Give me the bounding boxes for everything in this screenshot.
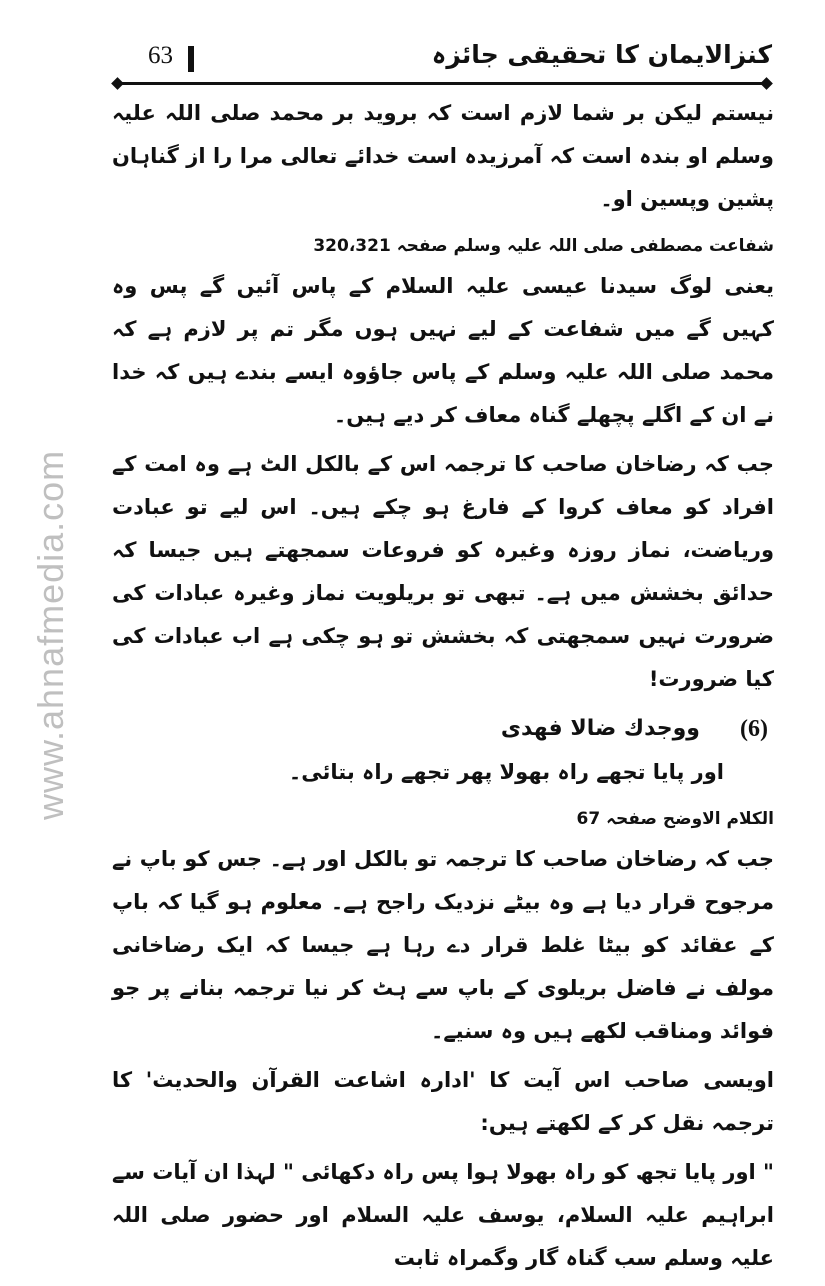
verse-translation: اور پایا تجھے راہ بھولا پھر تجھے راہ بتائی۔ (288, 760, 724, 784)
page-header (112, 40, 772, 80)
page-body (112, 92, 774, 1286)
commentary-paragraph: اویسی صاحب اس آیت کا 'ادارہ اشاعت القرآن والحدیث' کا ترجمہ نقل کر کے لکھتے ہیں: (112, 1068, 774, 1135)
commentary-paragraph: جب کہ رضاخان صاحب کا ترجمہ تو بالکل اور ہے۔ جس کو باپ نے مرجوح قرار دیا ہے وہ بیٹے نزدیک راجح ہے۔ معلوم ہو گیا کہ باپ کے عقائد کو بیٹا غلط قرار دے رہا ہے جیسا کہ ایک رضاخانی مولف نے فاضل بریلوی کے باپ سے ہٹ کر نیا ترجمہ بنانے پر جو فوائد ومناقب لکھے ہیں وہ سنیے۔ (112, 847, 774, 1043)
verse-row (112, 707, 774, 751)
persian-quote-paragraph: نیستم لیکن بر شما لازم است کہ بروید بر محمد صلی اللہ علیہ وسلم او بندہ است کہ آمرزیدہ است خدائے تعالی مرا را از گناہان پشین وپسین او۔ (112, 101, 774, 211)
reference-citation: شفاعت مصطفی صلی اللہ علیہ وسلم صفحہ 320،321 (313, 236, 774, 256)
running-title: کنزالایمان کا تحقیقی جائزہ (431, 40, 772, 69)
header-rule (118, 82, 768, 85)
page-number-bar (188, 46, 194, 72)
watermark: www.ahnafmedia.com (30, 449, 71, 820)
verse-arabic-text: ووجدك ضالا فهدى (500, 716, 700, 741)
commentary-paragraph: جب کہ رضاخان صاحب کا ترجمہ اس کے بالکل الٹ ہے وہ امت کے افراد کو معاف کروا کے فارغ ہو چکے ہیں۔ اس لیے تو عبادت وریاضت، نماز روزہ وغیرہ کو فروعات سمجھتے ہیں جیسا کہ حدائق بخشش میں ہے۔ تبھی تو بریلویت نماز وغیرہ عبادات کی ضرورت نہیں سمجھتی کہ بخشش تو ہو چکی ہے اب عبادات کی کیا ضرورت! (112, 452, 774, 691)
quoted-paragraph: " اور پایا تجھ کو راہ بھولا ہوا پس راہ دکھائی " لہذا ان آیات سے ابراہیم علیہ السلام، یوسف علیہ السلام اور حضور صلی اللہ علیہ وسلم سب گناہ گار وگمراہ ثابت (112, 1160, 774, 1270)
verse-number: (6) (740, 716, 768, 742)
reference-citation: الکلام الاوضح صفحہ 67 (576, 809, 774, 829)
urdu-translation-paragraph: یعنی لوگ سیدنا عیسی علیہ السلام کے پاس آئیں گے پس وہ کہیں گے میں شفاعت کے لیے نہیں ہوں مگر تم پر لازم ہے کہ محمد صلی اللہ علیہ وسلم کے پاس جاؤوہ ایسے بندے ہیں کہ خدا نے ان کے اگلے پچھلے گناہ معاف کر دیے ہیں۔ (112, 274, 774, 427)
page-number: 63 (148, 42, 173, 69)
